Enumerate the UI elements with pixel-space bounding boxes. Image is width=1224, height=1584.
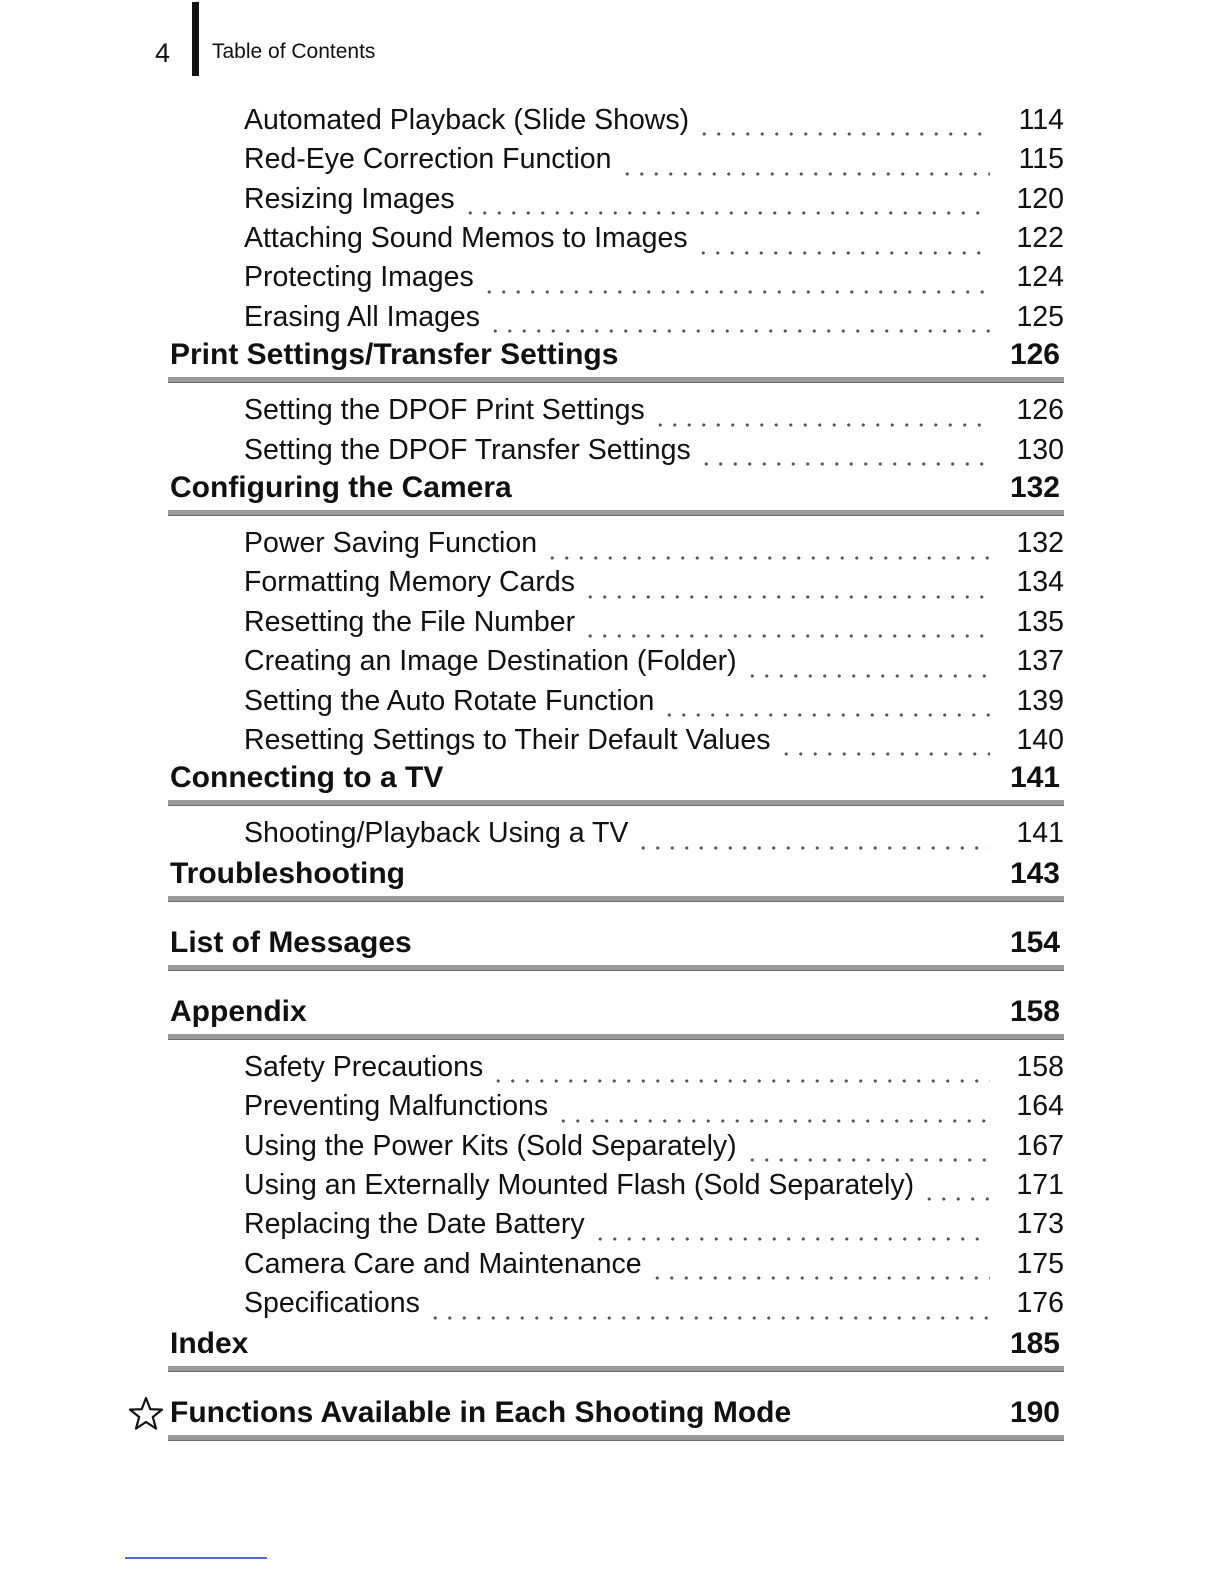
toc-entry[interactable] bbox=[168, 1202, 1064, 1241]
entry-page: 140 bbox=[1016, 723, 1064, 756]
entry-title: Erasing All Images bbox=[244, 300, 481, 333]
section-title: Print Settings/Transfer Settings bbox=[170, 338, 619, 372]
dot-leader bbox=[583, 570, 990, 600]
toc-entry[interactable] bbox=[168, 521, 1064, 560]
entry-title: Creating an Image Destination (Folder) bbox=[244, 645, 737, 678]
entry-page: 115 bbox=[1018, 143, 1064, 176]
entry-title: Using the Power Kits (Sold Separately) bbox=[244, 1129, 737, 1162]
star-icon bbox=[128, 1396, 164, 1432]
entry-page: 175 bbox=[1016, 1247, 1064, 1280]
entry-page: 125 bbox=[1016, 300, 1064, 333]
toc-entry[interactable] bbox=[168, 600, 1064, 639]
toc-entry[interactable] bbox=[168, 216, 1064, 255]
dot-leader bbox=[696, 226, 990, 256]
entry-title: Using an Externally Mounted Flash (Sold Separately) bbox=[244, 1168, 915, 1201]
section-title: Troubleshooting bbox=[170, 856, 405, 890]
toc-entry[interactable] bbox=[168, 98, 1064, 137]
toc-entry[interactable] bbox=[168, 811, 1064, 850]
toc-entry[interactable] bbox=[168, 679, 1064, 718]
section-heading-functions[interactable] bbox=[168, 1392, 1064, 1440]
section-page: 143 bbox=[1009, 856, 1060, 890]
entry-title: Safety Precautions bbox=[244, 1050, 484, 1083]
entry-page: 126 bbox=[1016, 394, 1064, 427]
dot-leader bbox=[922, 1172, 990, 1202]
toc-entry[interactable] bbox=[168, 1045, 1064, 1084]
entry-page: 135 bbox=[1016, 605, 1064, 638]
dot-leader bbox=[699, 437, 990, 467]
entry-title: Shooting/Playback Using a TV bbox=[244, 817, 629, 850]
dot-leader bbox=[697, 107, 990, 137]
dot-leader bbox=[745, 649, 990, 679]
dot-leader bbox=[650, 1251, 990, 1281]
section-page: 185 bbox=[1009, 1326, 1060, 1360]
toc-entry[interactable] bbox=[168, 256, 1064, 295]
toc-entry[interactable] bbox=[168, 137, 1064, 176]
section-page: 190 bbox=[1009, 1395, 1060, 1429]
entry-page: 114 bbox=[1018, 103, 1064, 136]
section-title: Configuring the Camera bbox=[170, 471, 512, 505]
dot-leader bbox=[662, 688, 990, 718]
dot-leader bbox=[593, 1212, 990, 1242]
dot-leader bbox=[463, 186, 990, 216]
dot-leader bbox=[482, 265, 990, 295]
page-number: 4 bbox=[155, 38, 171, 68]
toc-entry[interactable] bbox=[168, 1242, 1064, 1281]
entry-title: Power Saving Function bbox=[244, 527, 538, 560]
entry-page: 137 bbox=[1016, 645, 1064, 678]
section-title: Connecting to a TV bbox=[170, 761, 444, 795]
entry-title: Resetting the File Number bbox=[244, 605, 576, 638]
toc-entry[interactable] bbox=[168, 295, 1064, 334]
section-title: Appendix bbox=[170, 994, 307, 1028]
entry-title: Attaching Sound Memos to Images bbox=[244, 222, 688, 255]
dot-leader bbox=[556, 1094, 990, 1124]
entry-page: 139 bbox=[1016, 684, 1064, 717]
entry-page: 124 bbox=[1016, 261, 1064, 294]
dot-leader bbox=[491, 1054, 990, 1084]
table-of-contents bbox=[168, 98, 1064, 1446]
toc-entry[interactable] bbox=[168, 718, 1064, 757]
entry-title: Preventing Malfunctions bbox=[244, 1090, 549, 1123]
entry-page: 176 bbox=[1016, 1287, 1064, 1320]
entry-title: Formatting Memory Cards bbox=[244, 566, 575, 599]
toc-entry[interactable] bbox=[168, 561, 1064, 600]
section-heading-print-settings[interactable] bbox=[168, 334, 1064, 382]
section-title: List of Messages bbox=[170, 925, 412, 959]
dot-leader bbox=[545, 531, 990, 561]
section-heading-messages[interactable] bbox=[168, 922, 1064, 970]
dot-leader bbox=[745, 1133, 990, 1163]
entry-page: 173 bbox=[1016, 1208, 1064, 1241]
header-divider bbox=[192, 2, 199, 76]
dot-leader bbox=[779, 727, 991, 757]
entry-page: 130 bbox=[1016, 433, 1064, 466]
section-heading-configuring[interactable] bbox=[168, 467, 1064, 515]
toc-entry[interactable] bbox=[168, 428, 1064, 467]
dot-leader bbox=[636, 821, 990, 851]
section-heading-tv[interactable] bbox=[168, 757, 1064, 805]
entry-title: Setting the DPOF Print Settings bbox=[244, 394, 645, 427]
entry-title: Resizing Images bbox=[244, 182, 455, 215]
dot-leader bbox=[583, 609, 990, 639]
entry-page: 167 bbox=[1016, 1129, 1064, 1162]
entry-page: 164 bbox=[1016, 1090, 1064, 1123]
section-page: 132 bbox=[1009, 471, 1060, 505]
entry-title: Resetting Settings to Their Default Values bbox=[244, 723, 771, 756]
dot-leader bbox=[653, 398, 990, 428]
toc-entry[interactable] bbox=[168, 177, 1064, 216]
entry-title: Automated Playback (Slide Shows) bbox=[244, 103, 690, 136]
dot-leader bbox=[620, 147, 991, 177]
entry-page: 134 bbox=[1016, 566, 1064, 599]
entry-page: 120 bbox=[1016, 182, 1064, 215]
toc-entry[interactable] bbox=[168, 388, 1064, 427]
entry-title: Specifications bbox=[244, 1287, 420, 1320]
entry-title: Red-Eye Correction Function bbox=[244, 143, 612, 176]
toc-entry[interactable] bbox=[168, 1084, 1064, 1123]
section-heading-troubleshooting[interactable] bbox=[168, 853, 1064, 901]
section-page: 126 bbox=[1009, 338, 1060, 372]
section-title: Index bbox=[170, 1326, 249, 1360]
header-title: Table of Contents bbox=[212, 40, 376, 63]
footer-rule bbox=[125, 1557, 267, 1559]
entry-title: Camera Care and Maintenance bbox=[244, 1247, 642, 1280]
entry-title: Protecting Images bbox=[244, 261, 474, 294]
toc-entry[interactable] bbox=[168, 1163, 1064, 1202]
entry-title: Setting the DPOF Transfer Settings bbox=[244, 433, 691, 466]
section-page: 158 bbox=[1009, 994, 1060, 1028]
toc-entry[interactable] bbox=[168, 1281, 1064, 1320]
section-heading-appendix[interactable] bbox=[168, 991, 1064, 1039]
entry-page: 158 bbox=[1016, 1050, 1064, 1083]
entry-page: 122 bbox=[1016, 222, 1064, 255]
dot-leader bbox=[428, 1291, 990, 1321]
entry-page: 141 bbox=[1016, 817, 1064, 850]
entry-title: Replacing the Date Battery bbox=[244, 1208, 585, 1241]
section-page: 141 bbox=[1009, 761, 1060, 795]
section-title: Functions Available in Each Shooting Mode bbox=[170, 1395, 792, 1429]
toc-entry[interactable] bbox=[168, 639, 1064, 678]
entry-title: Setting the Auto Rotate Function bbox=[244, 684, 655, 717]
section-heading-index[interactable] bbox=[168, 1323, 1064, 1371]
section-page: 154 bbox=[1009, 925, 1060, 959]
entry-page: 171 bbox=[1016, 1168, 1064, 1201]
toc-entry[interactable] bbox=[168, 1124, 1064, 1163]
dot-leader bbox=[488, 304, 990, 334]
entry-page: 132 bbox=[1016, 527, 1064, 560]
